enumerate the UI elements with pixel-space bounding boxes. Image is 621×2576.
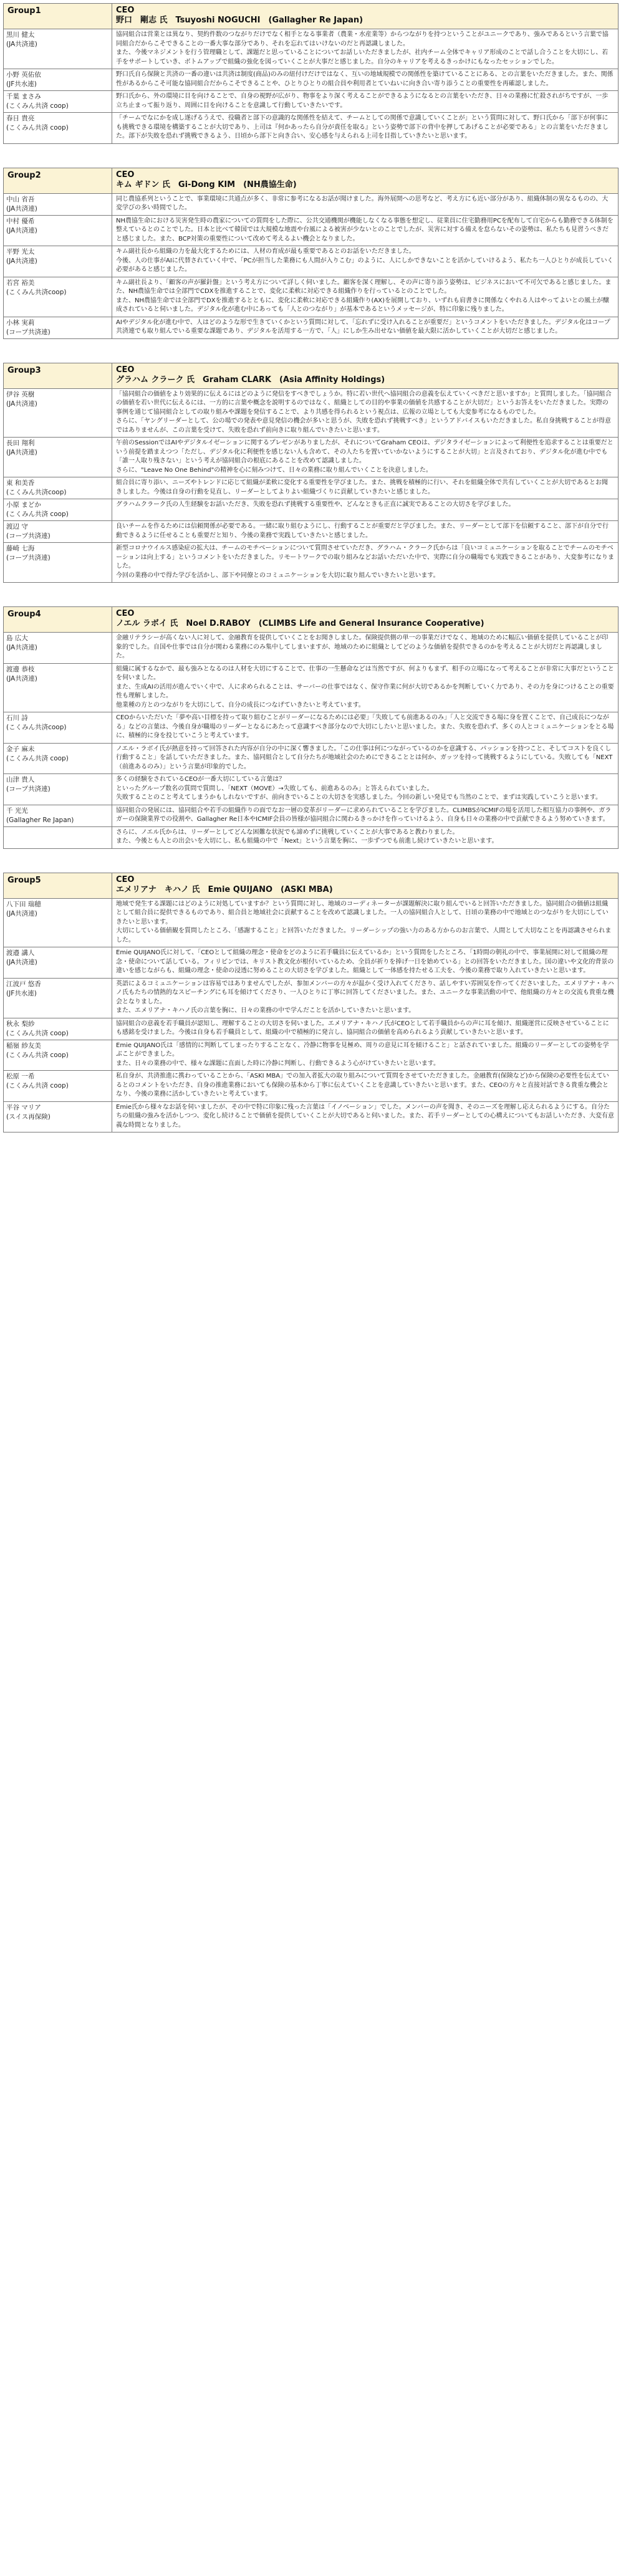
member-name: 稲嶺 紗友美 [6,1041,41,1050]
ceo-label: CEO [116,170,135,180]
comment-text: 野口氏自ら保険と共済の一番の違いは共済は制度(商品)のみの紐付けだけではなく、互いの地域規模での関係性を築けていることにある、との言葉をいただきました。また、関係性があるからこそ可能な協同組合だからこそできることや、ひとりひとりの組合員や利用者とていねいに向き合い寄り添うことの重要性を再確認しました。 [116,71,614,87]
member-cell [4,1040,112,1071]
member-org: (JA共済連) [6,257,37,265]
member-row [4,521,619,543]
member-name: 黒川 健太 [6,31,35,39]
member-comment [112,215,619,246]
member-cell [4,805,112,826]
member-name: 中山 省吾 [6,195,35,203]
comment-text: 同じ農協系列ということで、事業環境に共通点が多く、非常に参考になるお話が聞けました。海外展開への思考など、考え方にも近い部分があり、組織体制の異なるものの、大変学びの多い時間でした。 [116,195,609,211]
member-comment [112,113,619,144]
member-row [4,898,619,947]
member-row [4,805,619,826]
member-org: (こくみん共済 coop) [6,1029,69,1037]
comment-text: 金融リテラシーが高くない人に対して、金融教育を提供していくことをお聞きしました。保険提供側の単一の事業だけでなく、地域のために幅広い価値を提供していることが印象的でした。自国や仕事では自分が関わる業務にのみ集中してしまいますが、地域のために組織としてどのような価値を提供できるのかを考えることが大切だと再認識しました。 [116,634,609,659]
member-comment [112,277,619,317]
member-comment [112,1040,619,1071]
comment-text: NH農協生命における災害発生時の農家についての質問をした際に、公共交通機関が機能しなくなる事態を想定し、従業員に住宅勤務用PCを配布して自宅からも勤務できる体制を整えているとのことでした。日本と比べて韓国では大規模な地震や台風による被害が少ないとのことでしたが、災害に対する備えを怠らないその姿勢は、私たちも見習うべきだと感じました。また、BCP対策の重要性について改めて考えるよい機会となりました。 [116,217,614,242]
member-row [4,215,619,246]
member-name: 江波戸 悠香 [6,980,41,988]
member-org: (こくみん共済 coop) [6,1082,69,1089]
member-comment [112,826,619,848]
ceo-name: グラハム クラーク 氏 Graham CLARK (Asia Affinity Holdings) [116,375,385,385]
member-org: (こくみん共済 coop) [6,102,69,110]
member-name: 渡辺 守 [6,523,28,530]
comment-text: ノエル・ラボイ氏が熱意を持って回答された内容が自分の中に深く響きました。「この仕事は何につながっているのかを意識する、パッションを持つこと、そしてコストを良くし行動すること」を話していただきました。また、協同組合として自分たちが地域社会のためにできることとは何か、ガッツを持って挑戦するようにしている。失敗しても「NEXT（前進あるのみ）」という言葉が印象的でした。 [116,745,613,770]
member-comment [112,978,619,1018]
member-row [4,246,619,277]
member-row [4,826,619,848]
member-cell [4,898,112,947]
member-row [4,29,619,69]
member-row [4,1071,619,1102]
member-comment [112,1071,619,1102]
member-comment [112,947,619,979]
comment-text: AIやデジタル化が進む中で、人はどのような形で生きていくかという質問に対して、「忘れずに受け入れることが重要だ」というコメントをいただきました。デジタル化はコープ共済連でも取り組んでいる重要な課題であり、デジタルを活用する一方で、「人」にしか生み出せない価値を最大限に活かしていくことが大切だと感じました。 [116,318,610,335]
member-name: 東 和美香 [6,479,35,487]
group-table [3,3,619,144]
member-name: 小野 英佑依 [6,71,41,79]
member-cell [4,317,112,338]
ceo-cell [112,363,619,388]
member-cell [4,477,112,499]
group-name: Group4 [4,607,112,633]
member-name: 秋永 梨紗 [6,1020,35,1028]
group-table [3,168,619,339]
member-row [4,438,619,477]
member-org: (こくみん共済coop) [6,288,67,296]
member-name: 千葉 まさみ [6,93,41,100]
comment-text: 午前のSessionではAIやデジタルイゼーションに関するプレゼンがありましたが、それについてGraham CEOは、デジタライゼーションによって利便性を追求することは重要だという前提を踏まえつつ「ただし、デジタル化に利便性を感じない人も含めて、その人たちを置いていかないようにすることが大切」と言及されており、デジタル化が進む中でも「誰一人取り残さない」という考えが協同組合の根底にあることを改めて認識しました。 さらに、"Leave No One Behind"の精神を心に刻みつけて、日々の業務に取り組んでいくことを決意しました。 [116,439,614,474]
member-cell [4,193,112,215]
member-cell [4,246,112,277]
member-cell [4,947,112,979]
member-cell [4,543,112,583]
member-name: 松原 一希 [6,1073,35,1080]
member-cell [4,388,112,438]
member-row [4,743,619,774]
member-name: 春日 貴亮 [6,115,35,122]
member-name: 中村 優希 [6,217,35,225]
member-org: (JF共水連) [6,989,37,997]
member-comment [112,193,619,215]
member-name: 渡邊 恭枝 [6,665,35,673]
comment-text: 私自身が、共済推進に携わっていることから、「ASKI MBA」での加入者拡大の取り組みについて質問をさせていただきました。金融教育(保険など)から保険の必要性を伝えているとのコメントをいただき、自身の推進業務においても保険の基本から丁寧に伝えていくことを意識していきたいと思います。また、CEOの方々と直接対話できる貴重な機会となり、今後の業務に活かしていきたいと考えています。 [116,1073,609,1098]
comment-text: 地域で発生する課題にはどのように対処していますか？という質問に対し、地域のコーディネーターが課題解決に取り組んでいると回答いただきました。協同組合の価値は組織として組合員に提供できるものであり、組合員と地域社会に貢献することを改めて認識しました。一人の協同組合人として、日頃の業務の中で地域とのつながりを大切にしていきたいと思います。 大切にしている価値観を質問したところ、「感謝すること」と回答いただきました。リーダーシップの強い力のある方からのお言葉で、人間として大切なことを再認識させられました。 [116,900,612,944]
member-cell [4,1018,112,1040]
member-cell [4,277,112,317]
member-cell [4,438,112,477]
member-comment [112,1101,619,1132]
member-row [4,1101,619,1132]
member-row [4,69,619,91]
member-comment [112,898,619,947]
member-name: 山津 貴人 [6,776,35,783]
member-row [4,113,619,144]
group-header-row [4,4,619,29]
group-table [3,606,619,849]
member-cell [4,743,112,774]
member-org: (JA共済連) [6,959,37,966]
comment-text: 協同組合の発展には、協同組合や若手の組織作りの面でなお一層の変革がリーダーに求められていることを学びました。CLIMBSがICMIFの場を活用した相互協力の事例や、ガラガーの保険業界での役割や、Gallagher Re日本やICMIF会員の皆様が協同組合に関わるきっかけを作っていけるよう、自身も日々の業務の中で貢献できるよう努めていきます。 [116,807,612,823]
member-cell [4,1101,112,1132]
group-name: Group3 [4,363,112,388]
member-row [4,1018,619,1040]
comment-text: Emie QUIJANO氏に対して、「CEOとして組織の理念・使命をどのように若手職員に伝えているか」という質問をしたところ、「1時間の朝礼の中で、事業展開に対して組織の理念・使命について話している。フィリピンでは、キリスト教文化が根付いているため、全員が祈りを捧げ一日を始めている」との回答をいただきました。国の違いや文化的背景の違いを感じながらも、組織の理念・使命の浸透に努めることの大切さを学びました。組織として一体感を持たせる工夫を、今後の業務で取り入れていきたいと思います。 [116,949,614,974]
member-row [4,277,619,317]
member-cell [4,712,112,744]
page [3,3,618,1132]
comment-text: 野口氏から、外の環境に目を向けることで、自身の視野が広がり、物事をより深く考えることができるようになるとの言葉をいただき、日々の業務に忙殺されがちですが、一歩立ち止まって振り返り、周囲に目を向けることを意識して行動していきたいです。 [116,93,609,109]
member-comment [112,29,619,69]
ceo-cell [112,873,619,898]
group-name: Group1 [4,4,112,29]
member-cell [4,633,112,664]
member-comment [112,477,619,499]
member-cell [4,215,112,246]
ceo-name: 野口 剛志 氏 Tsuyoshi NOGUCHI (Gallagher Re Japan) [116,16,363,25]
member-org: (JA共済連) [6,909,37,917]
comment-text: 多くの経験をされているCEOが一番大切にしている言葉は？ といったグループ数名の質問で質問し、「NEXT（MOVE）→失敗しても、前進あるのみ」と答えられていました。 失敗することのこと考えてしまうかもしれないですが、前向きでいることの大切さを実感しました。今回の新しい発見でも当然のことで、まずは実践していこうと思います。 [116,776,602,801]
member-row [4,663,619,712]
member-org: (こくみん共済coop) [6,724,67,731]
member-comment [112,805,619,826]
member-comment [112,663,619,712]
member-org: (こくみん共済 coop) [6,510,69,518]
comment-text: キム副社長から組織の力を最大化するためには、人材の育成が最も重要であるとのお話をいただきました。 今後、人の仕事がAIに代替されていく中で、「PCが担当した業務にも人間が入りこむ」のように、人にしかできないことを活かしていけるよう、私たち一人ひとりが成長していく必要があると感じました。 [116,248,614,273]
member-name: 渡邉 講人 [6,949,35,957]
group-header-row [4,363,619,388]
member-name: 石川 詩 [6,714,28,722]
member-name: 藤崎 七海 [6,545,35,552]
member-row [4,947,619,979]
member-comment [112,521,619,543]
member-comment [112,743,619,774]
group-table [3,363,619,583]
member-comment [112,633,619,664]
member-row [4,712,619,744]
member-org: (JA共済連) [6,41,37,48]
member-org: (JA共済連) [6,449,37,456]
member-name: 小原 まどか [6,501,41,509]
member-org: (コープ共済連) [6,554,51,562]
member-org: (こくみん共済 coop) [6,124,69,132]
member-org: (コープ共済連) [6,328,51,336]
member-org: (コープ共済連) [6,785,51,793]
ceo-label: CEO [116,6,135,15]
group-name: Group5 [4,873,112,898]
comment-text: さらに、ノエル氏からは、リーダーとしてどんな困難な状況でも諦めずに挑戦していくことが大事であると教わりました。 また、今後とも人との出会いを大切にし、私も組織の中で「Next」という言葉を胸に、一歩ずつでも前進し続けていきたいと思います。 [116,828,498,845]
member-org: (こくみん共済coop) [6,489,67,496]
member-comment [112,1018,619,1040]
member-org: (スイス再保険) [6,1113,51,1121]
member-name: 島 広大 [6,634,28,642]
member-row [4,499,619,521]
group-header-row [4,168,619,193]
group-name: Group2 [4,168,112,193]
member-comment [112,774,619,805]
ceo-name: キム ギドン 氏 Gi-Dong KIM (NH農協生命) [116,180,297,189]
member-name: 平谷 マリア [6,1103,41,1111]
member-name: 小林 実莉 [6,318,35,327]
member-row [4,91,619,113]
comment-text: 「チームでなにかを成し遂げるうえで、役職者と部下の意識的な関係性を結えて、チームとしての関係で意識していくことが」という質問に対して、野口氏から「部下が何事にも挑戦できる環境を構築することが大切であり、上司は『何かあったら自分が責任を取る』という姿勢で部下の背中を押してあげることが必要である」との言葉をいただきました。部下が失敗を恐れず挑戦できるよう、日頃から部下と向き合い、安心感を与えられる上司を目指していきたいと思います。 [116,115,609,140]
member-org: (こくみん共済 coop) [6,1051,69,1059]
member-cell [4,1071,112,1102]
member-org: (こくみん共済 coop) [6,754,69,762]
member-comment [112,388,619,438]
comment-text: 協同組合は営業とは異なり、契約件数のつながりだけでなく相手となる事業者（農業・水産業等）からつながりを持つということがユニークであり、強みであるという言葉で協同組合だからこそできることの一番大事な部分であり、それを忘れてはいけないのだと再認識しました。 また、今後マネジメントを行う管理職として、課題だと思っていることについてお話しいただきましたが、社内チーム全体でキャリア形成のことで話し合うことを大切にし、若手をサポートしていき、ボトムアップで組織の強化を図っていくことが大事だと感じました。自分のキャリアを考えるきっかけにもなったセッションでした。 [116,31,609,65]
member-name: 長田 翔利 [6,439,35,447]
member-org: (Gallagher Re Japan) [6,816,74,824]
member-name: 千 光光 [6,807,28,815]
member-row [4,477,619,499]
member-row [4,633,619,664]
member-row [4,193,619,215]
member-cell [4,69,112,91]
comment-text: 新型コロナウイルス感染症の拡大は、チームのモチベーションについて質問させていただき、グラハム・クラーク氏からは「良いコミュニケーションを取ることでチームのモチベーションは向上する」というコメントをいただきました。リモートワークでの取り組みなどお話いただいた中で、実際に自分の職場でも実践できることがあり、大変参考になりました。 今回の業務の中で得た学びを活かし、部下や同僚とのコミュニケーションを大切に取り組んでいきたいと思います。 [116,545,614,579]
member-comment [112,246,619,277]
member-comment [112,499,619,521]
member-name: 八下田 瑞穂 [6,900,41,908]
member-row [4,774,619,805]
ceo-cell [112,168,619,193]
member-row [4,317,619,338]
ceo-label: CEO [116,365,135,375]
ceo-label: CEO [116,874,135,884]
comment-text: 組織に属するなかで、最も強みとなるのは人材を大切にすることで、仕事の一生懸命などは当然ですが、何よりもまず、相手の立場になって考えることが非常に大事だということを伺いました。 また、生成AIの活用が進んでいく中で、人に求められることは、サーバーの仕事ではなく、保守作業に何が大切であるかを判断していく力であり、その力を身につけることの重要性も理解しました。 他業種の方とのつながりを大切にして、自分の成長につなげていきたいと考えています。 [116,665,614,709]
member-comment [112,91,619,113]
group-table [3,873,619,1133]
member-org: (JF共水連) [6,80,37,88]
ceo-name: エメリアナ キハノ 氏 Emie QUIJANO (ASKI MBA) [116,884,333,894]
member-org: (コープ共済連) [6,532,51,540]
comment-text: キム副社長より、「顧客の声が羅針盤」という考え方について詳しく伺いました。顧客を深く理解し、その声に寄り添う姿勢は、ビジネスにおいて不可欠であると感じました。また、NH農協生命では全部門でCDXを推進することで、変化に柔軟に対応できる組織作りを行っているとのことでした。 また、NH農協生命では全部門でDXを推進するとともに、変化に柔軟に対応できる組織作り(AX)を展開しており、いずれも肩書きに関係なくやれる人はやってよいとの風土が醸成されていると伺いました。デジタル化が進む中にあっても「人とのつながり」が基本であるというメッセージが、特に印象に残りました。 [116,279,612,313]
member-name: 若宮 裕美 [6,279,35,287]
ceo-cell [112,4,619,29]
member-comment [112,438,619,477]
comment-text: Emie氏から様々なお話を伺いましたが、その中で特に印象に残った言葉は「イノベーション」でした。メンバーの声を聞き、そのニーズを理解し応えられるようにする。自分たちの組織の強みを活かしつつ、変化し続けることで価値を提供していくことが大切であると伺いました。また、若手リーダーとしての心構えについてもお話しいただき、大変有意義な時間となりました。 [116,1103,614,1129]
comment-text: 「協同組合の価値をより効果的に伝えるにはどのように発信をすべきでしょうか。特に若い世代へ協同組合の意義を伝えていくべきだと思いますか」と質問しました。「協同組合の価値を若い世代に伝えるには、一方的に言葉や概念を説明するのではなく、組織としての目的や事業の価値を共感することが大切だ」というお答えをいただきました。実際の事例を通じて協同組合としての取り組みや課題を発信することで、より共感を得られるという視点は、広報の立場としても大変参考になるものでした。 さらに、「ヤングリーダーとして、公の場での発表や意見発信の機会が多いと思うが、失敗を恐れず挑戦すべき」というアドバイスもいただきました。私自身挑戦することが得意ではありませんが、この言葉を受けて、失敗を恐れず前向きに取り組んでいきたいと思います。 [116,390,612,434]
member-org: (JA共済連) [6,400,37,408]
comment-text: Emie QUIJANO氏は「感情的に判断してしまったりすることなく、冷静に物事を見極め、周りの意見に耳を傾けること」と話されていました。組織のリーダーとしての姿勢を学ぶことができました。 また、日々の業務の中で、様々な課題に直面した時に冷静に判断し、行動できるよう心がけていきたいと思います。 [116,1041,609,1067]
member-cell [4,499,112,521]
comment-text: 協同組合の意義を若手職員が認知し、理解することの大切さを伺いました。エメリアナ・キハノ氏がCEOとして若手職員からの声に耳を傾け、組織運営に反映させていることにも感銘を受けました。今後は自身も若手職員として、組織の中で積極的に発言し、協同組合の価値を高められるよう貢献していきたいと思います。 [116,1020,609,1036]
member-cell [4,113,112,144]
ceo-cell [112,607,619,633]
comment-text: 良いチームを作るためには信頼関係が必要である。一緒に取り組むようにし、行動することが重要だと学びました。また、リーダーとして部下を信頼すること、部下が自分で行動できるように任せることも重要だと知り、今後の業務で実践していきたいと感じました。 [116,523,609,539]
member-org: (JA共済連) [6,226,37,234]
member-row [4,978,619,1018]
group-header-row [4,607,619,633]
group-header-row [4,873,619,898]
member-cell [4,978,112,1018]
member-comment [112,69,619,91]
member-cell [4,521,112,543]
member-cell [4,29,112,69]
comment-text: CEOからいただいた「夢や高い目標を持って取り組むことがリーダーになるためには必要」「失敗しても前進あるのみ」「人と交流できる場に身を置くことで、自己成長につながる」などの言葉は、今後自身が職場のリーダーとなるにあたって意識すべき部分なので大切にしたいと思いました。また、失敗を恐れず、多くの人とコミュニケーションをとる場に、積極的に身を投じていこうと考えています。 [116,714,614,739]
member-org: (JA共済連) [6,204,37,213]
member-row [4,388,619,438]
member-comment [112,543,619,583]
ceo-name: ノエル ラボイ 氏 Noel D.RABOY (CLIMBS Life and General Insurance Cooperative) [116,619,484,628]
member-org: (JA共済連) [6,644,37,651]
member-comment [112,317,619,338]
member-name: 伊谷 英樹 [6,390,35,398]
member-cell [4,826,112,848]
comment-text: グラハムクラーク氏の人生経験をお話いただき、失敗を恐れず挑戦する重要性や、どんなときも正直に誠実であることの大切さを学びました。 [116,501,515,508]
member-cell [4,91,112,113]
comment-text: 組合員に寄り添い、ニーズやトレンドに応じて組織が柔軟に変化する重要性を学びました。また、挑戦を積極的に行い、それを組織全体で共有していくことが大切であるとお聞きしました。今後は自身の行動を見直し、リーダーとしてよりよい組織づくりに貢献していきたいと感じました。 [116,479,609,496]
member-row [4,543,619,583]
member-comment [112,712,619,744]
member-row [4,1040,619,1071]
member-cell [4,774,112,805]
member-org: (JA共済連) [6,674,37,682]
ceo-label: CEO [116,609,135,618]
member-name: 金子 麻未 [6,745,35,753]
comment-text: 英語によるコミュニケーションは容易ではありませんでしたが、参加メンバーの方々が温かく受け入れてくださり、話しやすい雰囲気を作ってくださいました。エメリアナ・キハノ氏もたちの情熱的なスピーチングにも耳を傾けてくださり、一人ひとりに丁寧に回答してくださいました。また、ユニークな事業活動の中で、他組織の方々との交流も貴重な機会となりました。 また、エメリアナ・キハノ氏の言葉を胸に、日々の業務の中で学んだことを活かしていきたいと思います。 [116,980,614,1014]
member-cell [4,663,112,712]
member-name: 平野 光太 [6,248,35,256]
